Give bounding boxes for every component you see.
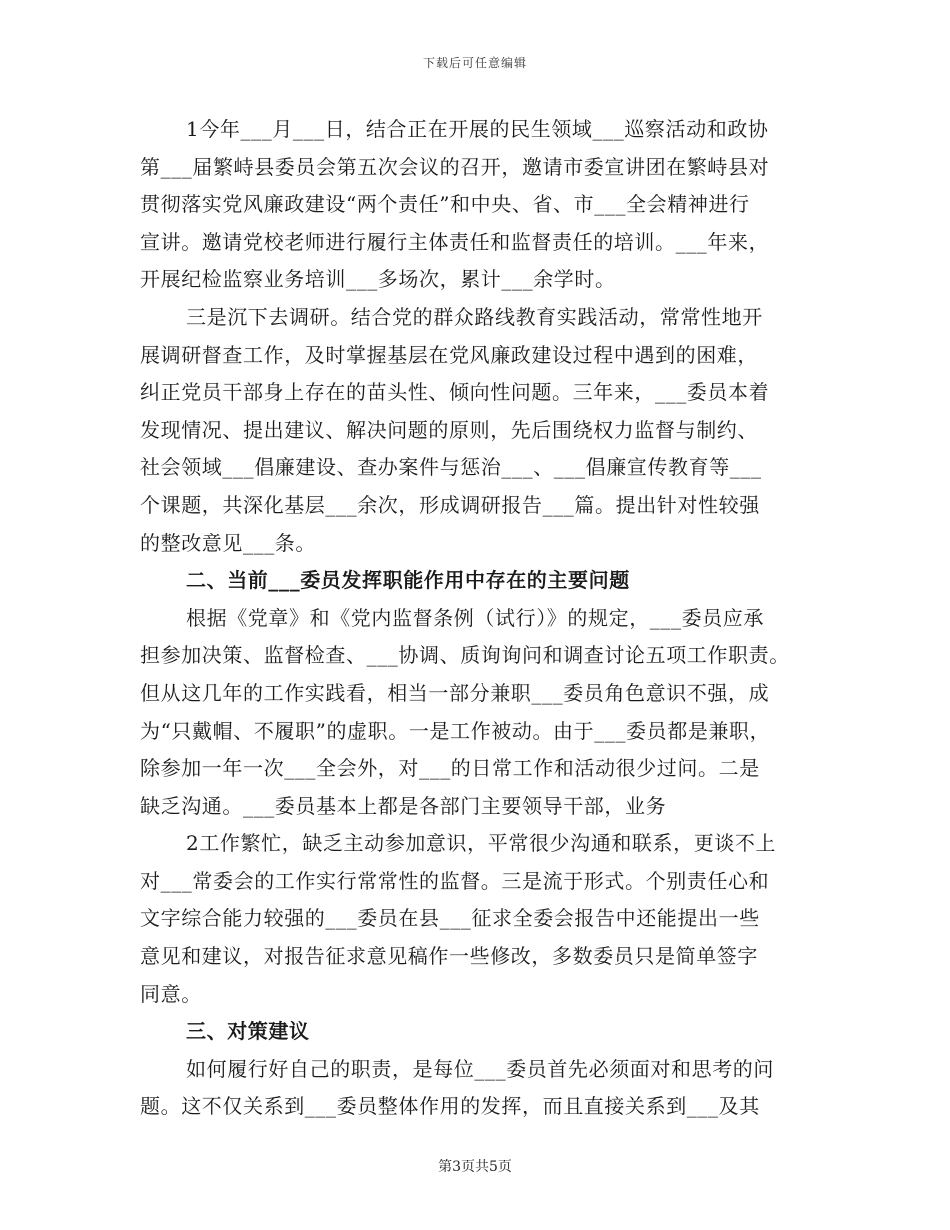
page-footer: 第3页共5页 (438, 1159, 512, 1175)
text-line: 对___常委会的工作实行常常性的监督。三是流于形式。个别责任心和 (140, 868, 770, 893)
text-line: 第___届繁峙县委员会第五次会议的召开，邀请市委宣讲团在繁峙县对 (140, 154, 770, 179)
text-line: 题。这不仅关系到___委员整体作用的发挥，而且直接关系到___及其 (140, 1094, 760, 1119)
text-line: 个课题，共深化基层___余次，形成调研报告___篇。提出针对性较强 (140, 492, 760, 517)
text-line: 宣讲。邀请党校老师进行履行主体责任和监督责任的培训。___年来， (140, 229, 770, 254)
page-header: 下载后可任意编辑 (422, 56, 527, 70)
text-line: 担参加决策、监督检查、___协调、质询询问和调查讨论五项工作职责。 (140, 643, 790, 668)
text-line: 三是沉下去调研。结合党的群众路线教育实践活动，常常性地开 (186, 304, 763, 329)
text-line: 发现情况、提出建议、解决问题的原则，先后围绕权力监督与制约、 (140, 417, 758, 442)
section-heading: 三、对策建议 (186, 1019, 310, 1044)
section-heading: 二、当前___委员发挥职能作用中存在的主要问题 (186, 568, 630, 593)
text-line: 的整改意见___条。 (140, 530, 316, 555)
text-line: 除参加一年一次___全会外，对___的日常工作和活动很少过问。二是 (140, 756, 760, 781)
text-line: 根据《党章》和《党内监督条例（试行）》的规定，___委员应承 (186, 605, 764, 630)
text-line: 2工作繁忙，缺乏主动参加意识，平常很少沟通和联系，更谈不上 (186, 831, 777, 856)
text-line: 纠正党员干部身上存在的苗头性、倾向性问题。三年来，___委员本着 (140, 380, 770, 405)
text-line: 同意。 (140, 981, 202, 1006)
text-line: 社会领域___倡廉建设、查办案件与惩治___、___倡廉宣传教育等___ (140, 455, 762, 480)
text-line: 为“只戴帽、不履职”的虚职。一是工作被动。由于___委员都是兼职， (140, 718, 771, 743)
text-line: 文字综合能力较强的___委员在县___征求全委会报告中还能提出一些 (140, 906, 760, 931)
text-line: 贯彻落实党风廉政建设“两个责任”和中央、省、市___全会精神进行 (140, 192, 750, 217)
text-line: 1今年___月___日，结合正在开展的民生领域___巡察活动和政协 (186, 117, 769, 141)
text-line: 开展纪检监察业务培训___多场次，累计___余学时。 (140, 267, 616, 292)
document-body (140, 111, 820, 1126)
text-line: 展调研督查工作，及时掌握基层在党风廉政建设过程中遇到的困难， (140, 342, 758, 367)
text-line: 如何履行好自己的职责，是每位___委员首先必须面对和思考的问 (186, 1056, 774, 1081)
text-line: 但从这几年的工作实践看，相当一部分兼职___委员角色意识不强，成 (140, 680, 770, 705)
text-line: 意见和建议，对报告征求意见稿作一些修改，多数委员只是简单签字 (140, 944, 758, 969)
text-line: 缺乏沟通。___委员基本上都是各部门主要领导干部，业务 (140, 793, 667, 818)
